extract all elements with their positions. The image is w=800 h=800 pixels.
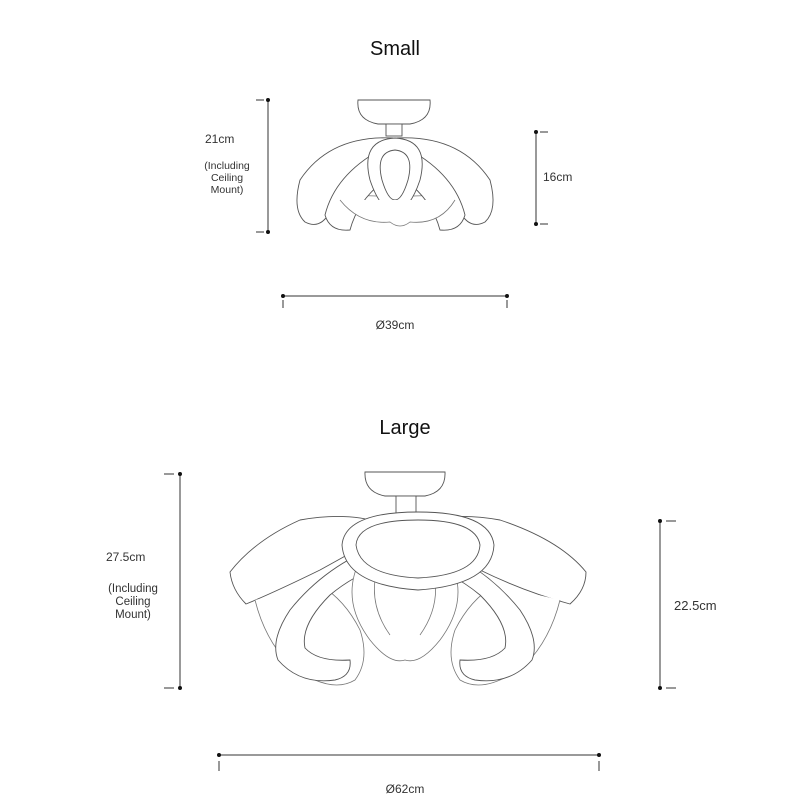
small-height-note [196, 160, 258, 196]
small-height-note-line-1: (Including [204, 160, 250, 172]
large-ceiling-mount [365, 472, 445, 496]
small-height-note-line-2: Ceiling [210, 172, 244, 184]
small-socket [386, 124, 402, 136]
small-shade-height-label: 16cm [543, 170, 573, 184]
large-diameter-label: Ø62cm [385, 782, 425, 796]
large-socket [396, 496, 416, 514]
large-lamp-illustration [230, 472, 586, 685]
large-title: Large [379, 417, 431, 439]
small-lamp-illustration [297, 100, 493, 230]
large-height-note-line-1: (Including [108, 583, 158, 595]
large-total-height-label: 27.5cm [106, 550, 146, 564]
small-diameter-label: Ø39cm [375, 318, 415, 332]
small-height-note-line-3: Mount) [210, 184, 244, 196]
small-title: Small [369, 38, 420, 60]
small-total-height-label: 21cm [205, 132, 235, 146]
large-height-note-line-2: Ceiling [115, 596, 151, 608]
large-shade-height-label: 22.5cm [674, 598, 717, 613]
large-diameter-dimension [217, 753, 601, 771]
small-diameter-dimension [281, 294, 509, 308]
large-total-height-dimension [164, 472, 182, 690]
small-ceiling-mount [358, 100, 430, 124]
large-height-note-line-3: Mount) [115, 609, 151, 621]
small-total-height-dimension [256, 98, 270, 234]
large-height-note [98, 583, 168, 622]
